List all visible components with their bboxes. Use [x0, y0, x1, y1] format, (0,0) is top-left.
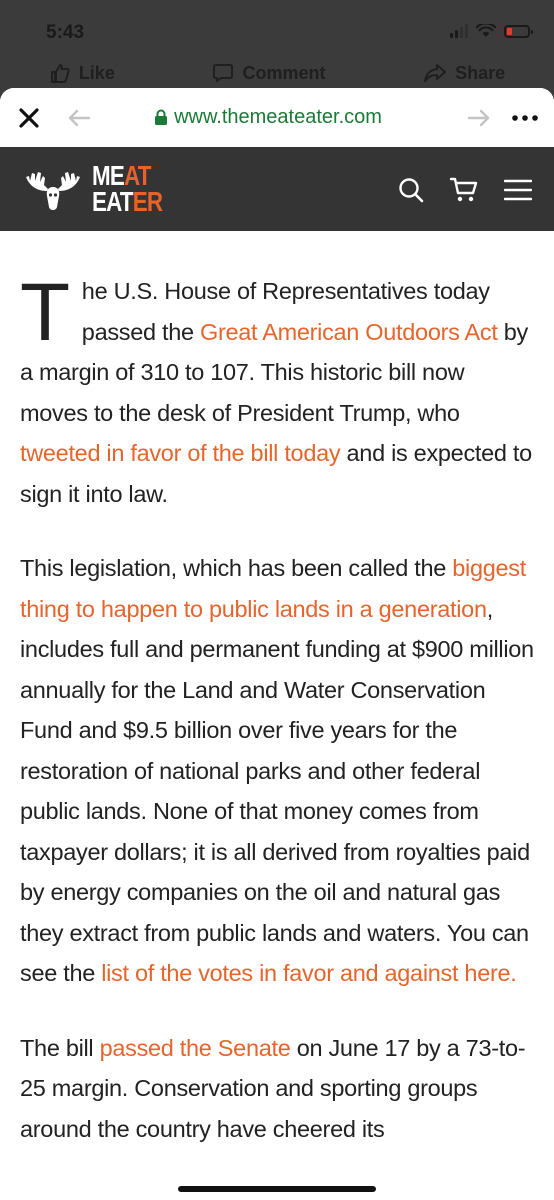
- link-list-of-votes[interactable]: list of the votes in favor and against here.: [101, 960, 517, 986]
- close-button[interactable]: [16, 105, 42, 131]
- link-passed-the-senate[interactable]: passed the Senate: [99, 1034, 291, 1061]
- browser-toolbar: [0, 88, 554, 147]
- facebook-post-actions: [0, 62, 554, 84]
- share-arrow-icon: [423, 62, 447, 84]
- url-text: www.themeateater.com: [174, 106, 382, 128]
- link-biggest-thing-public-lands[interactable]: biggest thing to happen to public lands in a generation: [20, 555, 526, 622]
- background-app: [0, 0, 554, 100]
- thumbs-up-icon: [49, 62, 71, 84]
- home-indicator[interactable]: [178, 1186, 376, 1192]
- shopping-cart-icon[interactable]: [450, 177, 478, 203]
- share-label: Share: [455, 62, 506, 83]
- battery-icon: [504, 25, 530, 38]
- arrow-right-icon: [467, 108, 491, 128]
- logo-wordmark: MEAT EATER: [92, 160, 163, 217]
- comment-label: Comment: [242, 62, 326, 83]
- article-paragraph-1: The U.S. House of Representatives today passed the Great American Outdoors Act by a margin of 310 to 107. This historic bill now moves to the desk of President Trump, who tweeted in favor of the bill today and is expected to sign it into law.: [20, 267, 532, 507]
- back-button[interactable]: [64, 103, 94, 133]
- address-bar[interactable]: [94, 106, 442, 129]
- link-tweeted-in-favor[interactable]: tweeted in favor of the bill today: [20, 440, 341, 466]
- moose-skull-icon: [20, 163, 86, 215]
- forward-button[interactable]: [464, 103, 494, 133]
- article-body: [0, 231, 554, 1149]
- cell-signal-icon: [450, 24, 468, 38]
- search-icon[interactable]: [398, 177, 424, 203]
- site-header: [0, 147, 554, 231]
- status-icons: [450, 24, 530, 38]
- lock-icon: [154, 109, 168, 126]
- more-dots-icon: [512, 115, 538, 121]
- like-action[interactable]: [49, 62, 115, 84]
- share-action[interactable]: [423, 62, 505, 84]
- link-great-american-outdoors-act[interactable]: Great American Outdoors Act: [200, 318, 498, 345]
- article-paragraph-3: The bill passed the Senate on June 17 by a 73-to-25 margin. Conservation and sporting groups around the country have cheered its: [20, 1034, 526, 1142]
- meateater-logo[interactable]: [20, 160, 180, 217]
- in-app-browser: [0, 88, 554, 1200]
- arrow-left-icon: [67, 108, 91, 128]
- comment-action[interactable]: [212, 62, 325, 84]
- drop-cap: T: [20, 267, 70, 358]
- more-options-button[interactable]: [510, 103, 540, 133]
- status-time: 5:43: [46, 22, 85, 43]
- close-icon: [18, 107, 40, 129]
- wifi-icon: [476, 24, 496, 38]
- article-paragraph-2: This legislation, which has been called the biggest thing to happen to public lands in a generation, includes full and permanent funding at $900 million annually for the Land and Water Conservation Fund and $9.5 billion over five years for the restoration of national parks and other federal public lands. None of that money comes from taxpayer dollars; it is all derived from royalties paid by energy companies on the oil and natural gas they extract from public lands and waters. You can see the list of the votes in favor and against here.: [20, 555, 534, 986]
- header-actions: [398, 177, 532, 203]
- comment-icon: [212, 62, 234, 84]
- hamburger-menu-icon[interactable]: [504, 179, 532, 201]
- like-label: Like: [78, 62, 115, 83]
